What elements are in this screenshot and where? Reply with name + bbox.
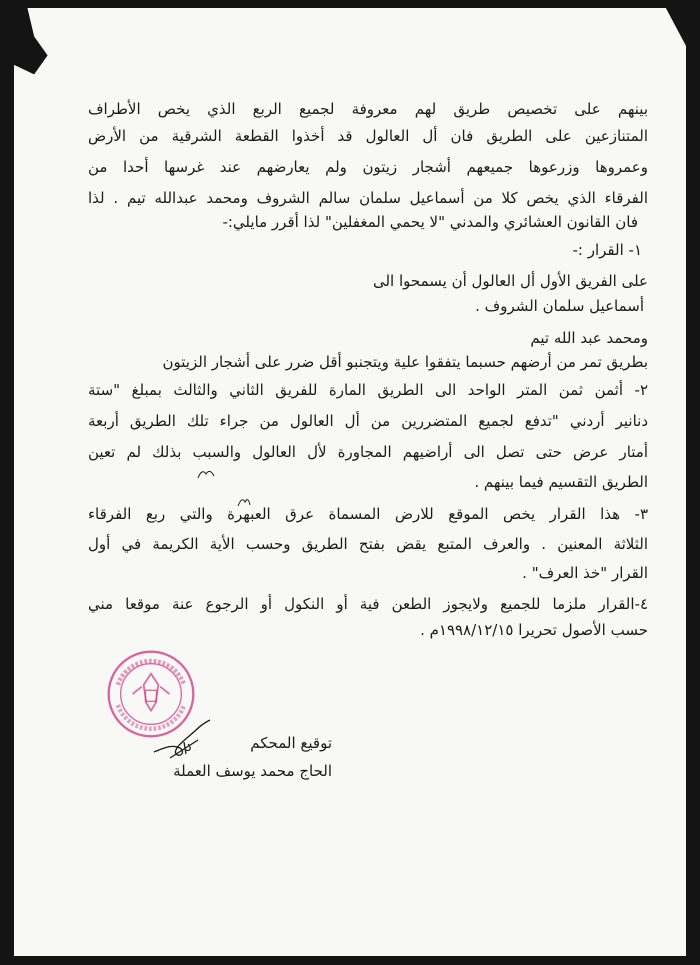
handwritten-insertion-mark — [196, 466, 216, 480]
text-line: الفرقاء الذي يخص كلا من أسماعيل سلمان سالم الشروف ومحمد عبدالله تيم . لذا — [88, 189, 648, 207]
text-line: ومحمد عبد الله تيم — [530, 329, 648, 347]
text-line: حسب الأصول تحريرا ١٩٩٨/١٢/١٥م . — [420, 621, 648, 639]
signer-name: الحاج محمد يوسف العملة — [173, 762, 332, 780]
text-line: أسماعيل سلمان الشروف . — [475, 297, 644, 315]
text-line: المتنازعين على الطريق فان أل العالول قد أخذوا القطعة الشرقية من الأرض — [88, 127, 648, 145]
text-line: أمتار عرض حتى تصل الى أراضيهم المجاورة لأل العالول والسبب بذلك لم تعين — [88, 443, 648, 461]
text-line: الطريق التقسيم فيما بينهم . — [474, 473, 648, 491]
text-line: القرار "خذ العرف" . — [522, 564, 648, 582]
text-line: الثلاثة المعنين . والعرف المتبع يقض بفتح الطريق وحسب الأية الكريمة في أول — [88, 535, 648, 553]
signature-block — [173, 733, 332, 780]
text-line: فان القانون العشائري والمدني "لا يحمي المغفلين" لذا أقرر مايلي:- — [222, 213, 638, 231]
text-line: بطريق تمر من أرضهم حسبما يتفقوا علية ويتجنبو أقل ضرر على أشجار الزيتون — [162, 353, 648, 371]
text-line: ١- القرار :- — [572, 241, 642, 259]
text-line: ٢- أثمن ثمن المتر الواحد الى الطريق المارة للفريق الثاني والثالث بمبلغ "ستة — [88, 381, 648, 399]
handwritten-insertion-mark — [236, 496, 252, 508]
text-line: ٣- هذا القرار يخص الموقع للارض المسماة عرق العبهرة والتي ربع الفرقاء — [88, 505, 648, 523]
text-line: وعمروها وزرعوها جميعهم أشجار زيتون ولم يعارضهم عند غرسها أحدا من — [88, 158, 648, 176]
text-line: دنانير أردني "تدفع لجميع المتضررين من أل العالول من جراء تلك الطريق أربعة — [88, 412, 648, 430]
text-line: على الفريق الأول أل العالول أن يسمحوا الى — [372, 272, 648, 290]
text-line: بينهم على تخصيص طريق لهم معروفة لجميع الربع الذي يخص الأطراف — [88, 100, 648, 118]
text-line: ٤-القرار ملزما للجميع ولايجوز الطعن فية أو النكول أو الرجوع عنة موقعا مني — [88, 595, 648, 613]
signature-title: توقيع المحكم — [250, 734, 332, 752]
